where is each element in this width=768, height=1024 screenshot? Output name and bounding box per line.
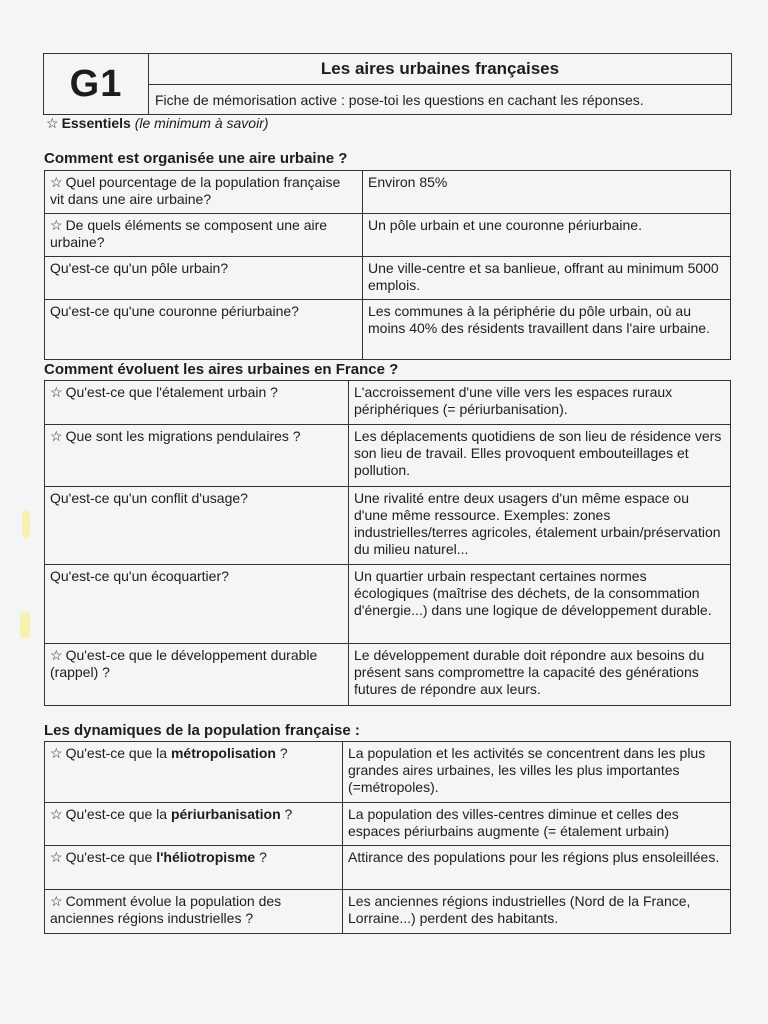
table-row: [45, 846, 731, 890]
table-row: [45, 300, 731, 360]
answer-cell: Une ville-centre et sa banlieue, offrant au minimum 5000 emplois.: [363, 257, 731, 300]
sheet-title: Les aires urbaines françaises: [149, 54, 731, 85]
table-row: [45, 742, 731, 803]
question-cell: [45, 171, 363, 214]
star-icon: ☆: [50, 174, 63, 190]
star-icon: ☆: [50, 647, 63, 663]
question-cell: Qu'est-ce qu'un pôle urbain?: [45, 257, 363, 300]
question-cell: [45, 425, 349, 487]
table-row: [45, 890, 731, 934]
star-icon: ☆: [50, 806, 63, 822]
answer-cell: Une rivalité entre deux usagers d'un même espace ou d'une même ressource. Exemples: zones industrielles/terres agricoles, étalement urbain/préservation du milieu naturel...: [349, 487, 731, 565]
question-text: Quel pourcentage de la population française vit dans une aire urbaine?: [50, 174, 341, 207]
question-cell: [45, 381, 349, 425]
answer-cell: La population des villes-centres diminue et celles des espaces périurbains augmente (= étalement urbain): [343, 803, 731, 846]
answer-cell: Environ 85%: [363, 171, 731, 214]
highlighter-mark: [22, 510, 30, 538]
table-row: [45, 381, 731, 425]
section-title: Comment est organisée une aire urbaine ?: [44, 150, 348, 167]
question-cell: ☆ Qu'est-ce que l'héliotropisme ?: [45, 846, 343, 890]
table-row: [45, 171, 731, 214]
table-row: [45, 214, 731, 257]
essentials-note: (le minimum à savoir): [134, 115, 269, 131]
question-text: Qu'est-ce que le développement durable (rappel) ?: [50, 647, 318, 680]
answer-cell: Le développement durable doit répondre aux besoins du présent sans compromettre la capacité des générations futures de répondre aux leurs.: [349, 644, 731, 706]
sheet-code: G1: [44, 54, 149, 114]
question-cell: ☆ Qu'est-ce que la métropolisation ?: [45, 742, 343, 803]
question-cell: ☆ Qu'est-ce que la périurbanisation ?: [45, 803, 343, 846]
answer-cell: Un pôle urbain et une couronne périurbaine.: [363, 214, 731, 257]
question-cell: [45, 644, 349, 706]
table-row: [45, 644, 731, 706]
question-text: Que sont les migrations pendulaires ?: [65, 428, 301, 444]
section-title: Comment évoluent les aires urbaines en France ?: [44, 361, 399, 378]
answer-cell: Un quartier urbain respectant certaines normes écologiques (maîtrise des déchets, de la consommation d'énergie...) dans une logique de développement durable.: [349, 565, 731, 644]
question-cell: Qu'est-ce qu'un conflit d'usage?: [45, 487, 349, 565]
star-icon: ☆: [50, 745, 63, 761]
qa-table: [44, 741, 731, 934]
essentials-legend: [46, 115, 269, 132]
star-icon: ☆: [50, 217, 63, 233]
star-icon: ☆: [50, 893, 63, 909]
table-row: [45, 803, 731, 846]
table-row: [45, 257, 731, 300]
answer-cell: Les anciennes régions industrielles (Nord de la France, Lorraine...) perdent des habitants.: [343, 890, 731, 934]
star-icon: ☆: [46, 115, 59, 131]
sheet-header: [43, 53, 732, 115]
question-cell: ☆ Comment évolue la population des anciennes régions industrielles ?: [45, 890, 343, 934]
answer-cell: La population et les activités se concentrent dans les plus grandes aires urbaines, les villes les plus importantes (=métropoles).: [343, 742, 731, 803]
question-cell: Qu'est-ce qu'un écoquartier?: [45, 565, 349, 644]
star-icon: ☆: [50, 384, 63, 400]
key-term: métropolisation: [170, 745, 276, 761]
key-term: périurbanisation: [170, 806, 281, 822]
question-text: Qu'est-ce que l'étalement urbain ?: [65, 384, 278, 400]
key-term: l'héliotropisme: [156, 849, 256, 865]
question-cell: [45, 214, 363, 257]
qa-table: [44, 170, 731, 360]
essentials-label: Essentiels: [61, 115, 131, 131]
answer-cell: Attirance des populations pour les régions plus ensoleillées.: [343, 846, 731, 890]
highlighter-mark: [20, 612, 30, 638]
question-text: De quels éléments se composent une aire urbaine?: [50, 217, 328, 250]
section-title: Les dynamiques de la population française :: [44, 722, 360, 739]
answer-cell: Les communes à la périphérie du pôle urbain, où au moins 40% des résidents travaillent dans l'aire urbaine.: [363, 300, 731, 360]
table-row: [45, 565, 731, 644]
answer-cell: Les déplacements quotidiens de son lieu de résidence vers son lieu de travail. Elles provoquent embouteillages et pollution.: [349, 425, 731, 487]
table-row: [45, 487, 731, 565]
star-icon: ☆: [50, 428, 63, 444]
question-cell: Qu'est-ce qu'une couronne périurbaine?: [45, 300, 363, 360]
star-icon: ☆: [50, 849, 63, 865]
sheet-subtitle: Fiche de mémorisation active : pose-toi les questions en cachant les réponses.: [155, 91, 644, 108]
table-row: [45, 425, 731, 487]
answer-cell: L'accroissement d'une ville vers les espaces ruraux périphériques (= périurbanisation).: [349, 381, 731, 425]
qa-table: [44, 380, 731, 706]
